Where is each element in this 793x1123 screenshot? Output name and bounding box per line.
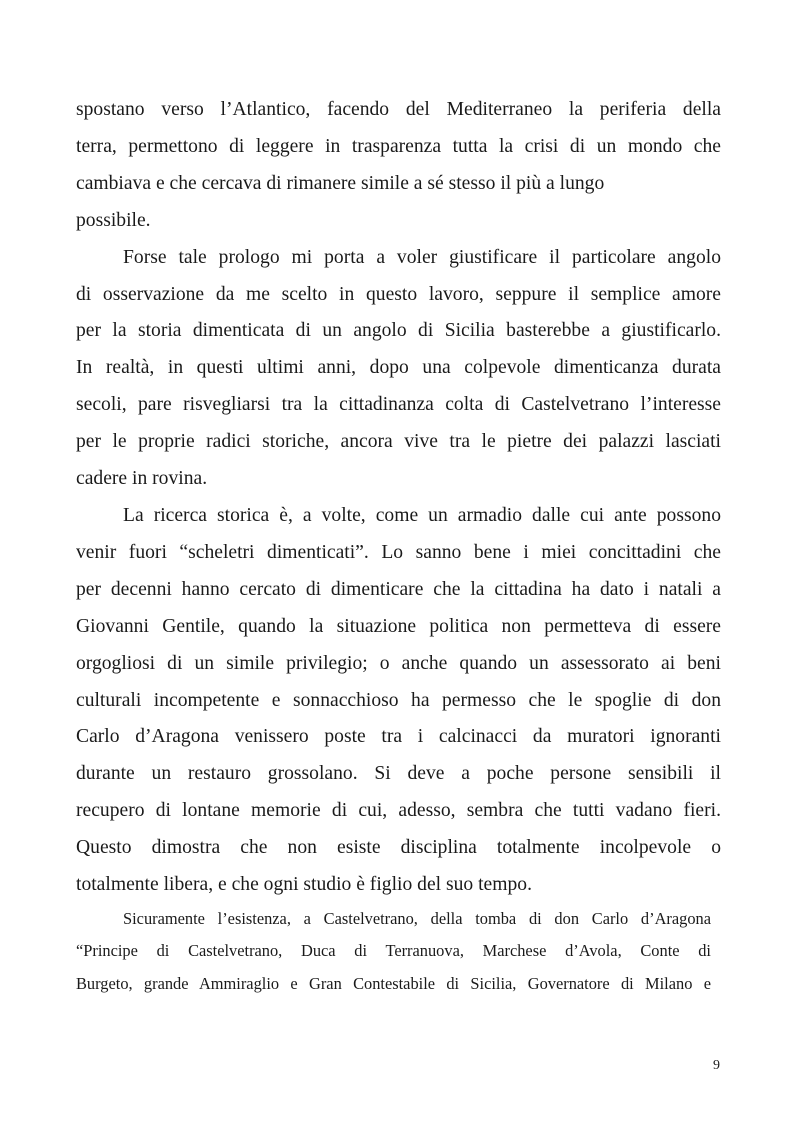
quote-paragraph	[76, 903, 711, 1000]
text-line: cambiava e che cercava di rimanere simile a sé stesso il più a lungo	[76, 172, 605, 194]
text-line: secoli, pare risvegliarsi tra la cittadinanza colta di Castelvetrano l’interesse	[76, 394, 721, 416]
text-line: Forse tale prologo mi porta a voler giustificare il particolare angolo	[123, 246, 721, 268]
paragraph-2	[76, 240, 721, 498]
quote-line: Sicuramente l’esistenza, a Castelvetrano, della tomba di don Carlo d’Aragona	[123, 909, 711, 928]
page-number: 9	[713, 1058, 720, 1073]
quote-line: “Principe di Castelvetrano, Duca di Terranuova, Marchese d’Avola, Conte di	[76, 941, 711, 961]
quote-line: Burgeto, grande Ammiraglio e Gran Contestabile di Sicilia, Governatore di Milano e	[76, 973, 711, 993]
text-line: orgogliosi di un simile privilegio; o anche quando un assessorato ai beni	[76, 652, 721, 674]
text-line: terra, permettono di leggere in trasparenza tutta la crisi di un mondo che	[76, 135, 721, 157]
text-line: Questo dimostra che non esiste disciplina totalmente incolpevole o	[76, 837, 721, 859]
body-text	[76, 92, 721, 904]
text-line: Carlo d’Aragona venissero poste tra i calcinacci da muratori ignoranti	[76, 726, 721, 748]
text-line: per la storia dimenticata di un angolo di Sicilia basterebbe a giustificarlo.	[76, 320, 721, 342]
text-line: In realtà, in questi ultimi anni, dopo una colpevole dimenticanza durata	[76, 357, 721, 379]
paragraph-3	[76, 498, 721, 904]
text-line: di osservazione da me scelto in questo lavoro, seppure il semplice amore	[76, 283, 721, 305]
paragraph-1	[76, 92, 721, 240]
text-line: per le proprie radici storiche, ancora vive tra le pietre dei palazzi lasciati	[76, 431, 721, 453]
text-line: venir fuori “scheletri dimenticati”. Lo sanno bene i miei concittadini che	[76, 541, 721, 563]
text-line: per decenni hanno cercato di dimenticare che la cittadina ha dato i natali a	[76, 578, 721, 600]
text-line: spostano verso l’Atlantico, facendo del Mediterraneo la periferia della	[76, 99, 721, 120]
text-line: cadere in rovina.	[76, 468, 208, 490]
text-line: Giovanni Gentile, quando la situazione politica non permetteva di essere	[76, 615, 721, 637]
text-line: culturali incompetente e sonnacchioso ha permesso che le spoglie di don	[76, 689, 721, 711]
text-line: recupero di lontane memorie di cui, adesso, sembra che tutti vadano fieri.	[76, 800, 721, 822]
text-line: La ricerca storica è, a volte, come un armadio dalle cui ante possono	[123, 504, 721, 526]
text-line: durante un restauro grossolano. Si deve a poche persone sensibili il	[76, 763, 721, 785]
text-line: possibile.	[76, 209, 151, 231]
text-line: totalmente libera, e che ogni studio è figlio del suo tempo.	[76, 874, 532, 896]
